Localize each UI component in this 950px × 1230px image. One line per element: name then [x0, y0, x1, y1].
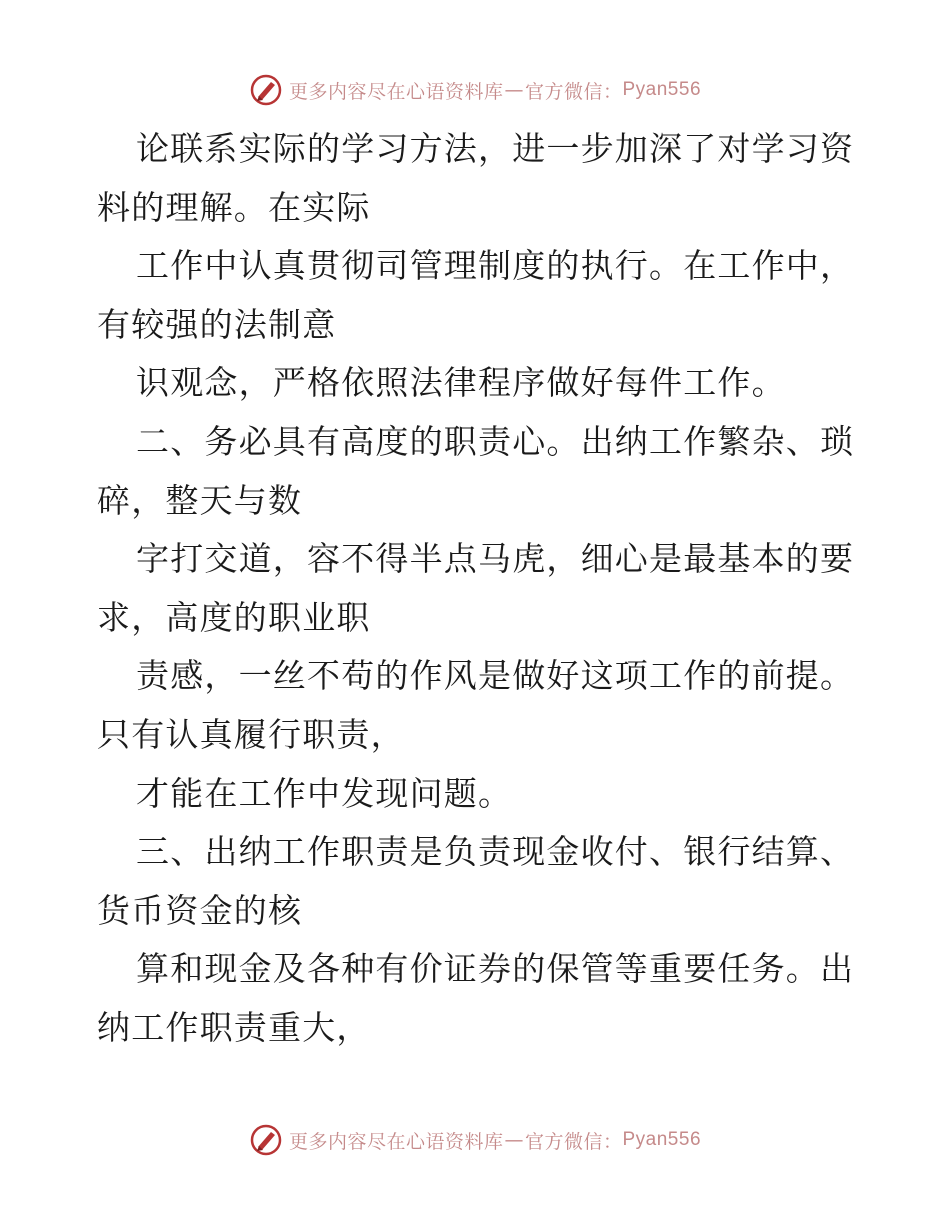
pen-logo-icon [249, 1123, 283, 1157]
watermark-wechat-id: Pyan556 [622, 79, 702, 100]
text-line: 论联系实际的学习方法，进一步加深了对学习资 [136, 129, 855, 168]
watermark-wechat-id: Pyan556 [622, 1129, 702, 1150]
text-line: 字打交道，容不得半点马虎，细心是最基本的要 [136, 539, 855, 579]
text-line: 才能在工作中发现问题。 [136, 773, 513, 813]
text-line: 算和现金及各种有价证券的保管等重要任务。出 [136, 949, 855, 989]
watermark-label: 官方微信： [524, 1130, 623, 1153]
text-line: 有较强的法制意 [97, 304, 337, 344]
text-line: 纳工作职责重大， [97, 1007, 371, 1047]
watermark-label: 官方微信： [524, 80, 623, 103]
watermark-text: 更多内容尽在心语资料库 [288, 1130, 504, 1153]
text-line: 识观念，严格依照法律程序做好每件工作。 [136, 363, 786, 403]
document-body [97, 120, 857, 1058]
text-line: 料的理解。在实际 [97, 187, 371, 227]
watermark-separator: — [504, 79, 524, 101]
text-line: 工作中认真贯彻司管理制度的执行。在工作中， [136, 246, 855, 286]
watermark-separator: — [504, 1129, 524, 1151]
text-line: 二、务必具有高度的职责心。出纳工作繁杂、琐 [136, 421, 855, 461]
text-line: 求，高度的职业职 [97, 597, 371, 637]
text-line: 碎，整天与数 [97, 480, 303, 520]
text-line: 只有认真履行职责， [97, 714, 405, 754]
text-line: 货币资金的核 [97, 890, 303, 930]
text-line: 三、出纳工作职责是负责现金收付、银行结算、 [136, 832, 855, 872]
footer-watermark [0, 1120, 950, 1160]
header-watermark [0, 70, 950, 110]
watermark-text: 更多内容尽在心语资料库 [288, 80, 504, 103]
pen-logo-icon [249, 73, 283, 107]
text-line: 责感，一丝不苟的作风是做好这项工作的前提。 [136, 656, 855, 696]
